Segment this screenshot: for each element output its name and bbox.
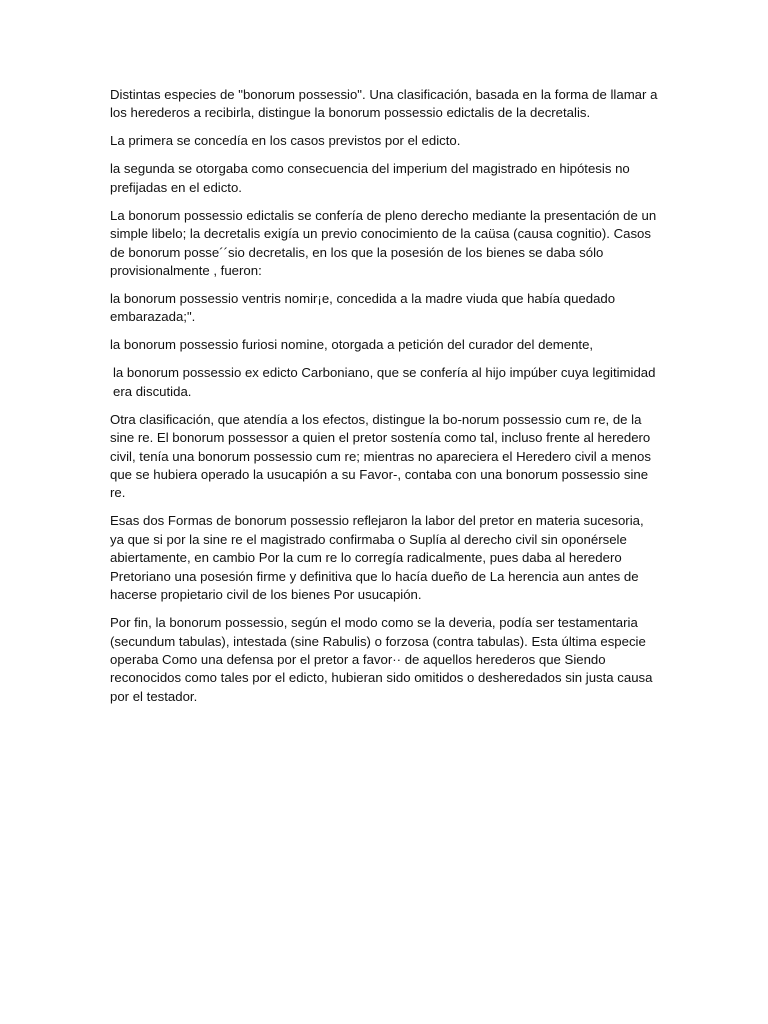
document-page (110, 86, 658, 716)
paragraph-8: Otra clasificación, que atendía a los efectos, distingue la bo-norum possessio cum re, de la sine re. El bonorum possessor a quien el pretor sostenía como tal, incluso frente al heredero civil, tenía una bonorum possessio cum re; mientras no apareciera el Heredero civil a menos que se hubiera operado la usucapión a su Favor-, contaba con una bonorum possessio sine re. (110, 411, 651, 501)
paragraph-1: Distintas especies de "bonorum possessio". Una clasificación, basada en la forma de llamar a los herederos a recibirla, distingue la bonorum possessio edictalis de la decretalis. (110, 87, 658, 121)
paragraph-5: la bonorum possessio ventris nomir¡e, concedida a la madre viuda que había quedado embarazada;". (110, 291, 616, 325)
paragraph-10: Por fin, la bonorum possessio, según el modo como se la deveria, podía ser testamentaria (secundum tabulas), intestada (sine Rabulis) o forzosa (contra tabulas). Esta última especie operaba Como una defensa por el pretor a favor·· de aquellos herederos que Siendo reconocidos como tales por el edicto, hubieran sido omitidos o desheredados sin justa causa por el testador. (110, 615, 653, 704)
paragraph-2: La primera se concedía en los casos previstos por el edicto. (110, 133, 461, 149)
paragraph-6: la bonorum possessio furiosi nomine, otorgada a petición del curador del demente, (110, 337, 594, 353)
paragraph-7: la bonorum possessio ex edicto Carboniano, que se confería al hijo impúber cuya legitimidad era discutida. (113, 365, 656, 399)
paragraph-3: la segunda se otorgaba como consecuencia del imperium del magistrado en hipótesis no prefijadas en el edicto. (110, 161, 630, 195)
paragraph-4: La bonorum possessio edictalis se confería de pleno derecho mediante la presentación de un simple libelo; la decretalis exigía un previo conocimiento de la caüsa (causa cognitio). Casos de bonorum posse´´sio decretalis, en los que la posesión de los bienes se daba sólo provisionalmente , fueron: (110, 207, 657, 279)
paragraph-9: Esas dos Formas de bonorum possessio reflejaron la labor del pretor en materia sucesoria, ya que si por la sine re el magistrado confirmaba o Suplía al derecho civil sin oponérsele abiertamente, en cambio Por la cum re lo corregía radicalmente, pues daba al heredero Pretoriano una posesión firme y definitiva que lo hacía dueño de La herencia aun antes de hacerse propietario civil de los bienes Por usucapión. (110, 513, 644, 603)
